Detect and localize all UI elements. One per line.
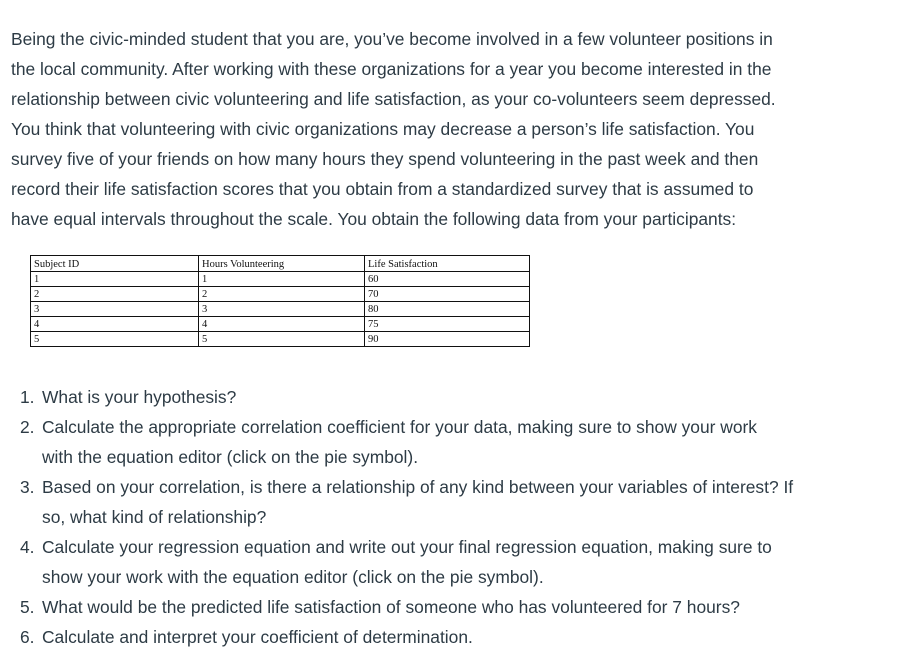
cell-hours: 3 [199,302,365,317]
table-row [31,302,530,317]
table-header-row [31,256,530,272]
intro-line: survey five of your friends on how many hours they spend volunteering in the past week and then [11,149,759,169]
intro-line: the local community. After working with these organizations for a year you become interested in the [11,59,772,79]
cell-subject-id: 1 [31,272,199,287]
cell-subject-id: 5 [31,332,199,347]
cell-life-satisfaction: 80 [365,302,530,317]
question-text: What would be the predicted life satisfaction of someone who has volunteered for 7 hours? [42,597,740,617]
intro-line: have equal intervals throughout the scale. You obtain the following data from your participants: [11,209,737,229]
question-text: Calculate your regression equation and write out your final regression equation, making sure to show your work with the equation editor (click on the pie symbol). [42,537,772,587]
cell-subject-id: 3 [31,302,199,317]
intro-paragraph [11,24,896,234]
intro-line: relationship between civic volunteering and life satisfaction, as your co-volunteers seem depressed. [11,89,776,109]
question-number: 4. [20,537,35,557]
question-item [20,472,900,532]
table-row [31,317,530,332]
data-table [30,255,530,347]
header-life-satisfaction: Life Satisfaction [365,256,530,272]
question-item [20,622,900,652]
cell-subject-id: 4 [31,317,199,332]
question-text: What is your hypothesis? [42,387,237,407]
question-text: Calculate and interpret your coefficient of determination. [42,627,473,647]
question-item [20,592,900,622]
cell-life-satisfaction: 75 [365,317,530,332]
question-number: 2. [20,417,35,437]
question-number: 5. [20,597,35,617]
cell-hours: 1 [199,272,365,287]
table-row [31,332,530,347]
table-row [31,272,530,287]
cell-life-satisfaction: 60 [365,272,530,287]
cell-life-satisfaction: 90 [365,332,530,347]
question-item [20,382,900,412]
cell-hours: 2 [199,287,365,302]
intro-line: Being the civic-minded student that you are, you’ve become involved in a few volunteer positions in [11,29,773,49]
question-list [20,382,900,652]
question-number: 3. [20,477,35,497]
header-subject-id: Subject ID [31,256,199,272]
question-item [20,412,900,472]
intro-line: You think that volunteering with civic organizations may decrease a person’s life satisfaction. You [11,119,755,139]
cell-subject-id: 2 [31,287,199,302]
header-hours-volunteering: Hours Volunteering [199,256,365,272]
question-number: 6. [20,627,35,647]
cell-life-satisfaction: 70 [365,287,530,302]
table-row [31,287,530,302]
intro-line: record their life satisfaction scores that you obtain from a standardized survey that is assumed to [11,179,754,199]
question-text: Based on your correlation, is there a relationship of any kind between your variables of interest? If so, what kind of relationship? [42,477,794,527]
cell-hours: 4 [199,317,365,332]
question-number: 1. [20,387,35,407]
question-text: Calculate the appropriate correlation coefficient for your data, making sure to show your work with the equation editor (click on the pie symbol). [42,417,757,467]
cell-hours: 5 [199,332,365,347]
question-item [20,532,900,592]
